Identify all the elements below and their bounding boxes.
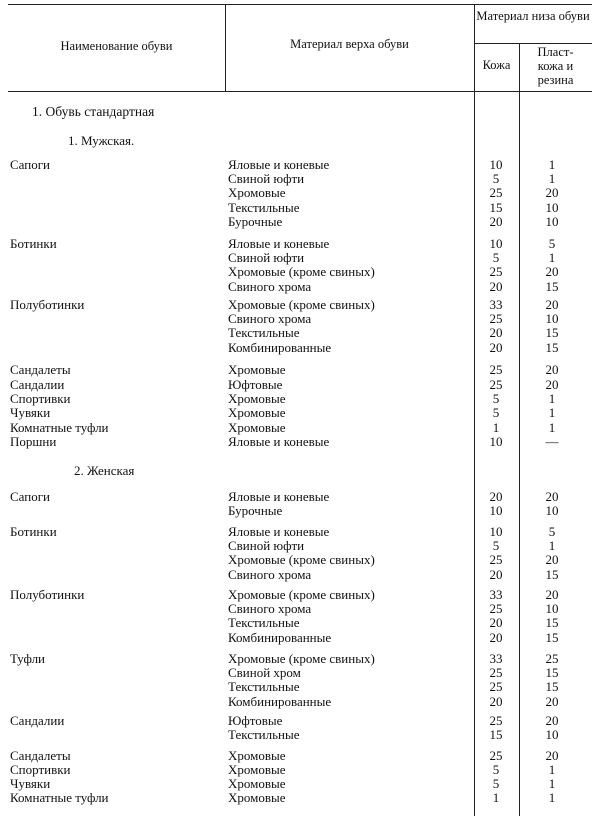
row-name: Чувяки — [10, 776, 51, 791]
row-plastic-value: 20 — [545, 297, 559, 312]
row-name: Сапоги — [10, 489, 51, 504]
row-upper-material: Свиного хрома — [228, 601, 312, 617]
row-upper-material: Комбинированные — [228, 629, 332, 645]
row-name: Чувяки — [10, 405, 51, 420]
row-plastic-value: 20 — [545, 185, 559, 201]
row-plastic-value: 15 — [545, 325, 559, 341]
row-upper-material: Текстильные — [228, 727, 300, 743]
row-leather-value: 5 — [492, 762, 500, 777]
row-plastic-value: 1 — [548, 762, 556, 777]
row-leather-value: 10 — [489, 236, 503, 251]
header-name: Наименование обуви — [60, 39, 173, 53]
row-upper-material: Хромовые — [228, 362, 286, 377]
row-leather-value: 25 — [489, 552, 503, 568]
row-leather-value: 25 — [489, 185, 503, 201]
row-plastic-value: 1 — [548, 405, 556, 420]
row-upper-material: Хромовые — [228, 405, 286, 420]
row-plastic-value: 1 — [548, 391, 556, 406]
row-plastic-value: 10 — [545, 311, 559, 327]
row-upper-material: Хромовые — [228, 391, 286, 406]
group-title-men: 1. Мужская. — [68, 133, 135, 148]
row-name: Поршни — [10, 434, 57, 449]
row-plastic-value: 1 — [548, 420, 556, 435]
row-upper-material: Хромовые — [228, 185, 286, 201]
row-upper-material: Хромовые — [228, 790, 286, 805]
row-leather-value: 25 — [489, 264, 503, 280]
row-plastic-value: 10 — [545, 213, 559, 229]
column-divider-upper — [474, 4, 475, 816]
section-title: 1. Обувь стандартная — [32, 104, 155, 119]
row-upper-material: Комбинированные — [228, 693, 332, 709]
row-leather-value: 10 — [489, 157, 503, 172]
row-leather-value: 33 — [489, 587, 503, 602]
row-leather-value: 15 — [489, 727, 503, 743]
row-upper-material: Хромовые — [228, 762, 286, 777]
header-plastic-line1: Пласт- — [537, 45, 574, 59]
row-plastic-value: 1 — [548, 157, 556, 172]
sole-group-rule — [474, 43, 592, 44]
row-upper-material: Яловые и коневые — [228, 489, 330, 504]
header-upper-material: Материал верха обуви — [290, 37, 409, 51]
row-upper-material: Текстильные — [228, 679, 300, 695]
row-upper-material: Хромовые — [228, 776, 286, 791]
row-upper-material: Текстильные — [228, 325, 300, 341]
row-leather-value: 10 — [489, 524, 503, 539]
row-name: Полуботинки — [10, 297, 85, 312]
row-upper-material: Комбинированные — [228, 339, 332, 355]
row-plastic-value: 5 — [548, 236, 556, 251]
row-upper-material: Хромовые — [228, 420, 286, 435]
row-upper-material: Хромовые (кроме свиных) — [228, 587, 375, 602]
row-upper-material: Юфтовые — [228, 713, 283, 728]
row-name: Сандалии — [10, 377, 65, 392]
row-leather-value: 20 — [489, 278, 503, 294]
group-title-women: 2. Женская — [74, 463, 135, 478]
row-name: Сандалеты — [10, 748, 71, 763]
header-plastic-line2: кожа и — [537, 59, 574, 73]
row-upper-material: Текстильные — [228, 615, 300, 631]
row-plastic-value: 15 — [545, 615, 559, 631]
row-leather-value: 33 — [489, 297, 503, 312]
row-leather-value: 20 — [489, 213, 503, 229]
row-plastic-value: 20 — [545, 377, 559, 392]
row-upper-material: Яловые и коневые — [228, 524, 330, 539]
row-leather-value: 10 — [489, 434, 503, 449]
row-upper-material: Хромовые (кроме свиных) — [228, 297, 375, 312]
row-plastic-value: 1 — [548, 250, 556, 266]
row-upper-material: Яловые и коневые — [228, 157, 330, 172]
row-leather-value: 25 — [489, 601, 503, 617]
row-upper-material: Свиного хрома — [228, 311, 312, 327]
row-upper-material: Яловые и коневые — [228, 236, 330, 251]
row-plastic-value: 20 — [545, 489, 559, 504]
header-sole-group: Материал низа обуви — [476, 9, 590, 23]
row-leather-value: 5 — [492, 391, 500, 406]
row-leather-value: 20 — [489, 693, 503, 709]
row-name: Спортивки — [10, 762, 71, 777]
row-leather-value: 25 — [489, 377, 503, 392]
row-leather-value: 20 — [489, 325, 503, 341]
row-leather-value: 33 — [489, 651, 503, 666]
row-upper-material: Свиного хрома — [228, 278, 312, 294]
row-upper-material: Свиной юфти — [228, 171, 305, 187]
row-upper-material: Хромовые (кроме свиных) — [228, 651, 375, 666]
row-plastic-value: 15 — [545, 566, 559, 582]
row-plastic-value: 20 — [545, 713, 559, 728]
row-name: Ботинки — [10, 524, 57, 539]
header-plastic-line3: резина — [537, 73, 574, 87]
row-leather-value: 10 — [489, 503, 503, 519]
row-name: Комнатные туфли — [10, 790, 109, 805]
row-upper-material: Яловые и коневые — [228, 434, 330, 449]
row-leather-value: 5 — [492, 405, 500, 420]
row-name: Сапоги — [10, 157, 51, 172]
row-leather-value: 5 — [492, 776, 500, 791]
row-plastic-value: 1 — [548, 538, 556, 554]
row-upper-material: Свиной юфти — [228, 538, 305, 554]
row-plastic-value: 15 — [545, 665, 559, 681]
row-plastic-value: — — [545, 434, 559, 449]
row-leather-value: 1 — [492, 420, 500, 435]
row-upper-material: Свиного хрома — [228, 566, 312, 582]
row-upper-material: Хромовые (кроме свиных) — [228, 552, 375, 568]
row-plastic-value: 10 — [545, 601, 559, 617]
row-plastic-value: 20 — [545, 552, 559, 568]
row-name: Комнатные туфли — [10, 420, 109, 435]
row-name: Сандалии — [10, 713, 65, 728]
row-leather-value: 1 — [492, 790, 500, 805]
row-upper-material: Текстильные — [228, 199, 300, 215]
row-plastic-value: 10 — [545, 727, 559, 743]
row-leather-value: 25 — [489, 311, 503, 327]
row-leather-value: 15 — [489, 199, 503, 215]
row-plastic-value: 1 — [548, 776, 556, 791]
row-leather-value: 20 — [489, 566, 503, 582]
row-plastic-value: 1 — [548, 790, 556, 805]
row-upper-material: Хромовые — [228, 748, 286, 763]
row-upper-material: Свиной юфти — [228, 250, 305, 266]
row-plastic-value: 15 — [545, 278, 559, 294]
row-name: Полуботинки — [10, 587, 85, 602]
row-plastic-value: 10 — [545, 199, 559, 215]
row-plastic-value: 20 — [545, 362, 559, 377]
row-leather-value: 5 — [492, 250, 500, 266]
column-divider-sole — [519, 43, 520, 816]
row-leather-value: 25 — [489, 748, 503, 763]
row-name: Спортивки — [10, 391, 71, 406]
row-plastic-value: 15 — [545, 679, 559, 695]
row-name: Туфли — [10, 651, 46, 666]
row-leather-value: 5 — [492, 538, 500, 554]
row-plastic-value: 25 — [545, 651, 559, 666]
row-leather-value: 25 — [489, 679, 503, 695]
row-leather-value: 20 — [489, 629, 503, 645]
row-plastic-value: 15 — [545, 629, 559, 645]
row-leather-value: 25 — [489, 665, 503, 681]
row-leather-value: 25 — [489, 362, 503, 377]
row-name: Сандалеты — [10, 362, 71, 377]
table-top-rule — [8, 4, 592, 5]
row-leather-value: 20 — [489, 615, 503, 631]
header-bottom-rule — [8, 91, 592, 92]
row-upper-material: Юфтовые — [228, 377, 283, 392]
row-plastic-value: 20 — [545, 693, 559, 709]
row-plastic-value: 20 — [545, 748, 559, 763]
row-name: Ботинки — [10, 236, 57, 251]
row-plastic-value: 10 — [545, 503, 559, 519]
row-upper-material: Свиной хром — [228, 665, 301, 681]
row-plastic-value: 1 — [548, 171, 556, 187]
row-upper-material: Бурочные — [228, 503, 283, 519]
row-upper-material: Хромовые (кроме свиных) — [228, 264, 375, 280]
row-upper-material: Бурочные — [228, 213, 283, 229]
row-leather-value: 20 — [489, 489, 503, 504]
row-leather-value: 5 — [492, 171, 500, 187]
row-plastic-value: 5 — [548, 524, 556, 539]
header-leather: Кожа — [482, 58, 511, 72]
row-leather-value: 25 — [489, 713, 503, 728]
row-plastic-value: 20 — [545, 587, 559, 602]
row-plastic-value: 15 — [545, 339, 559, 355]
row-leather-value: 20 — [489, 339, 503, 355]
row-plastic-value: 20 — [545, 264, 559, 280]
